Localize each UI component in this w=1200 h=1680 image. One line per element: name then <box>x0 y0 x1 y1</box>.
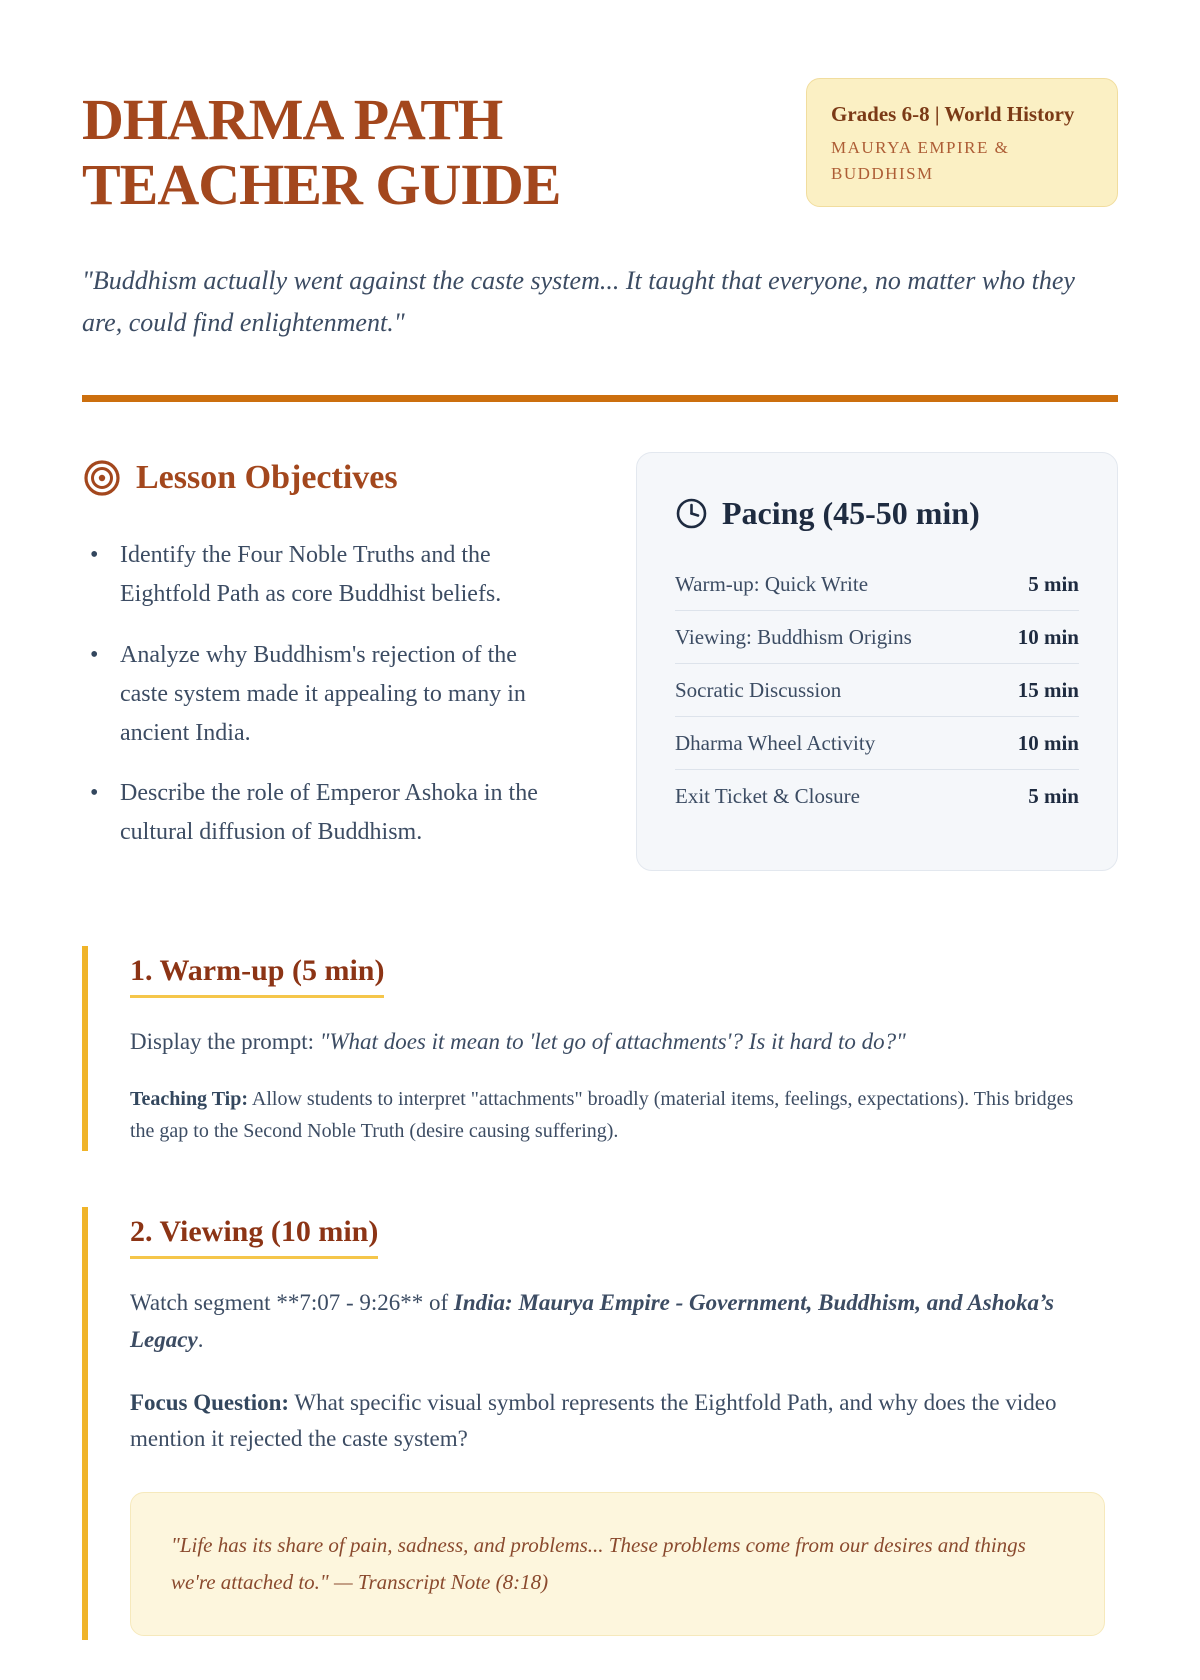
transcript-quote-box <box>130 1492 1105 1636</box>
pacing-time: 15 min <box>1017 678 1079 703</box>
objective-item: • Describe the role of Emperor Ashoka in the cultural diffusion of Buddhism. <box>82 774 562 852</box>
focus-question <box>130 1385 1118 1459</box>
pacing-row <box>675 717 1079 770</box>
focus-text: What specific visual symbol represents the Eightfold Path, and why does the video mention it rejected the caste system? <box>130 1389 1057 1452</box>
badge-grade-line: Grades 6-8 | World History <box>831 102 1075 126</box>
watch-suffix: . <box>197 1326 204 1352</box>
pacing-activity: Exit Ticket & Closure <box>675 784 860 809</box>
pacing-row <box>675 770 1079 822</box>
warmup-prompt <box>130 1024 1118 1061</box>
objectives-heading-label: Lesson Objectives <box>136 459 398 497</box>
prompt-label: Display the prompt: <box>130 1029 320 1055</box>
pacing-heading <box>675 495 1079 532</box>
pacing-activity: Viewing: Buddhism Origins <box>675 625 912 650</box>
pacing-row <box>675 558 1079 611</box>
watch-video-title: India: Maurya Empire - Government, Buddhism, and Ashoka’s Legacy <box>130 1290 1054 1352</box>
focus-label: Focus Question: <box>130 1389 290 1415</box>
section-divider <box>82 395 1118 402</box>
pacing-time: 10 min <box>1017 731 1079 756</box>
pacing-activity: Dharma Wheel Activity <box>675 731 876 756</box>
pacing-time: 5 min <box>1028 784 1079 809</box>
viewing-heading: 2. Viewing (10 min) <box>130 1215 378 1259</box>
intro-quote: "Buddhism actually went against the caste system... It taught that everyone, no matter who they are, could find enlightenment." <box>82 265 1075 337</box>
page-title: DHARMA PATH TEACHER GUIDE <box>82 87 561 217</box>
badge-topic-line: MAURYA EMPIRE & BUDDHISM <box>831 138 1010 183</box>
objective-item: • Analyze why Buddhism's rejection of the caste system made it appealing to many in ancient India. <box>82 636 562 753</box>
watch-instruction <box>130 1285 1118 1359</box>
teaching-tip <box>130 1083 1090 1147</box>
objectives-pacing-row <box>82 452 1118 874</box>
objectives-heading <box>82 458 606 498</box>
activity-section-warmup <box>82 946 1118 1151</box>
pacing-activity: Warm-up: Quick Write <box>675 572 869 597</box>
warmup-heading: 1. Warm-up (5 min) <box>130 954 384 998</box>
pacing-time: 10 min <box>1017 625 1079 650</box>
objective-item: • Identify the Four Noble Truths and the Eightfold Path as core Buddhist beliefs. <box>82 536 562 614</box>
pacing-row <box>675 611 1079 664</box>
pacing-row <box>675 664 1079 717</box>
header <box>82 78 1118 218</box>
bullseye-icon <box>82 458 122 498</box>
transcript-quote: "Life has its share of pain, sadness, and problems... These problems come from our desires and things we're attached to." — Transcript Note (8:18) <box>171 1533 1026 1594</box>
objectives-list <box>82 536 606 852</box>
tip-label: Teaching Tip: <box>130 1088 249 1111</box>
activity-section-viewing <box>82 1207 1118 1640</box>
pacing-heading-label: Pacing (45-50 min) <box>722 495 980 532</box>
watch-prefix: Watch segment **7:07 - 9:26** of <box>130 1290 454 1316</box>
objectives-section <box>82 452 606 874</box>
info-badge <box>806 78 1118 207</box>
pacing-activity: Socratic Discussion <box>675 678 842 703</box>
pacing-table <box>675 558 1079 822</box>
clock-icon <box>675 497 708 530</box>
prompt-question: "What does it mean to 'let go of attachments'? Is it hard to do?" <box>319 1029 906 1055</box>
pacing-card <box>636 452 1118 871</box>
pacing-time: 5 min <box>1028 572 1079 597</box>
tip-text: Allow students to interpret "attachments" broadly (material items, feelings, expectations). This bridges the gap to the Second Noble Truth (desire causing suffering). <box>130 1088 1074 1143</box>
